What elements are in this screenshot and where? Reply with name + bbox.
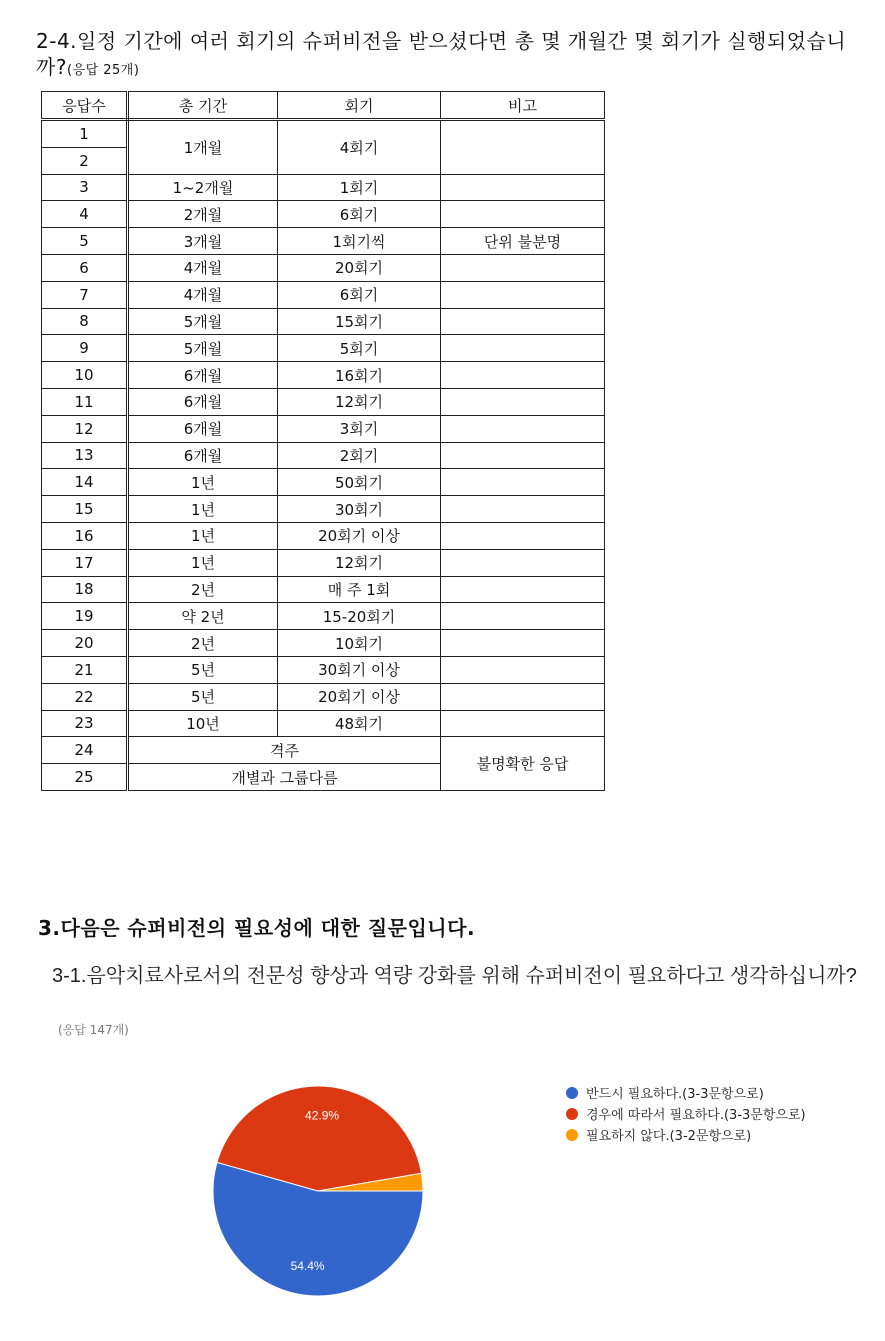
cell-period: 5년	[128, 683, 278, 710]
cell-count: 1	[42, 120, 128, 148]
legend-item	[566, 1082, 806, 1103]
response-count: (응답 25개)	[66, 63, 140, 78]
cell-period: 5개월	[128, 308, 278, 335]
cell-period: 1~2개월	[128, 174, 278, 201]
cell-sessions: 3회기	[278, 415, 441, 442]
cell-count: 10	[42, 362, 128, 389]
legend-swatch	[566, 1108, 578, 1120]
cell-sessions: 12회기	[278, 549, 441, 576]
cell-period: 1년	[128, 469, 278, 496]
cell-sessions: 20회기	[278, 254, 441, 281]
legend-swatch	[566, 1087, 578, 1099]
cell-count: 3	[42, 174, 128, 201]
legend-label: 필요하지 않다.(3-2문항으로)	[586, 1129, 752, 1144]
cell-sessions: 5회기	[278, 335, 441, 362]
cell-period: 2개월	[128, 201, 278, 228]
cell-period: 1년	[128, 549, 278, 576]
cell-sessions: 48회기	[278, 710, 441, 737]
cell-count: 7	[42, 281, 128, 308]
cell-period: 5개월	[128, 335, 278, 362]
cell-sessions: 6회기	[278, 281, 441, 308]
cell-count: 9	[42, 335, 128, 362]
cell-count: 15	[42, 496, 128, 523]
cell-sessions: 2회기	[278, 442, 441, 469]
cell-sessions: 12회기	[278, 388, 441, 415]
question-3-1-title: 3-1.음악치료사로서의 전문성 향상과 역량 강화를 위해 슈퍼비전이 필요하다고 생각하십니까?	[52, 965, 857, 987]
cell-count: 8	[42, 308, 128, 335]
cell-note: 불명확한 응답	[441, 737, 605, 791]
cell-sessions: 15회기	[278, 308, 441, 335]
legend-item	[566, 1124, 806, 1145]
cell-count: 23	[42, 710, 128, 737]
cell-period: 2년	[128, 576, 278, 603]
cell-period: 1개월	[128, 120, 278, 175]
cell-sessions: 10회기	[278, 630, 441, 657]
cell-count: 24	[42, 737, 128, 764]
cell-sessions: 매 주 1회	[278, 576, 441, 603]
cell-count: 16	[42, 522, 128, 549]
cell-period-sessions: 개별과 그룹다름	[128, 764, 441, 791]
cell-sessions: 6회기	[278, 201, 441, 228]
header-sessions: 회기	[278, 92, 441, 120]
cell-note: 단위 불분명	[441, 228, 605, 255]
cell-period: 5년	[128, 656, 278, 683]
legend-item	[566, 1103, 806, 1124]
cell-count: 2	[42, 147, 128, 174]
header-count: 응답수	[42, 92, 128, 120]
cell-period: 3개월	[128, 228, 278, 255]
cell-period: 1년	[128, 496, 278, 523]
cell-period: 4개월	[128, 281, 278, 308]
chart-legend	[566, 1082, 806, 1145]
cell-count: 12	[42, 415, 128, 442]
cell-count: 25	[42, 764, 128, 791]
legend-label: 반드시 필요하다.(3-3문항으로)	[586, 1087, 764, 1102]
header-note: 비고	[441, 92, 605, 120]
legend-label: 경우에 따라서 필요하다.(3-3문항으로)	[586, 1108, 806, 1123]
cell-count: 5	[42, 228, 128, 255]
cell-count: 22	[42, 683, 128, 710]
cell-period: 10년	[128, 710, 278, 737]
cell-period: 6개월	[128, 388, 278, 415]
cell-sessions: 50회기	[278, 469, 441, 496]
cell-sessions: 1회기씩	[278, 228, 441, 255]
cell-count: 13	[42, 442, 128, 469]
cell-sessions: 30회기 이상	[278, 656, 441, 683]
cell-count: 11	[42, 388, 128, 415]
pie-data-label: 54.4%	[290, 1258, 325, 1273]
cell-count: 21	[42, 656, 128, 683]
cell-count: 6	[42, 254, 128, 281]
cell-period: 6개월	[128, 362, 278, 389]
cell-period: 1년	[128, 522, 278, 549]
cell-count: 14	[42, 469, 128, 496]
cell-count: 19	[42, 603, 128, 630]
cell-period: 6개월	[128, 415, 278, 442]
cell-sessions: 30회기	[278, 496, 441, 523]
cell-sessions: 16회기	[278, 362, 441, 389]
cell-sessions: 20회기 이상	[278, 522, 441, 549]
cell-count: 17	[42, 549, 128, 576]
cell-count: 18	[42, 576, 128, 603]
cell-period: 약 2년	[128, 603, 278, 630]
legend-swatch	[566, 1129, 578, 1141]
cell-sessions: 15-20회기	[278, 603, 441, 630]
cell-period-sessions: 격주	[128, 737, 441, 764]
cell-sessions: 4회기	[278, 120, 441, 175]
cell-count: 20	[42, 630, 128, 657]
cell-sessions: 1회기	[278, 174, 441, 201]
cell-period: 2년	[128, 630, 278, 657]
cell-period: 6개월	[128, 442, 278, 469]
pie-data-label: 42.9%	[305, 1108, 340, 1123]
question-2-4-text: 2-4.일정 기간에 여러 회기의 슈퍼비전을 받으셨다면 총 몇 개월간 몇 회기가 실행되었습니까?	[36, 29, 847, 79]
cell-count: 4	[42, 201, 128, 228]
cell-sessions: 20회기 이상	[278, 683, 441, 710]
question-3-1-count: (응답 147개)	[58, 1023, 129, 1037]
section-3-title: 3.다음은 슈퍼비전의 필요성에 대한 질문입니다.	[38, 916, 476, 940]
cell-period: 4개월	[128, 254, 278, 281]
header-period: 총 기간	[128, 92, 278, 120]
